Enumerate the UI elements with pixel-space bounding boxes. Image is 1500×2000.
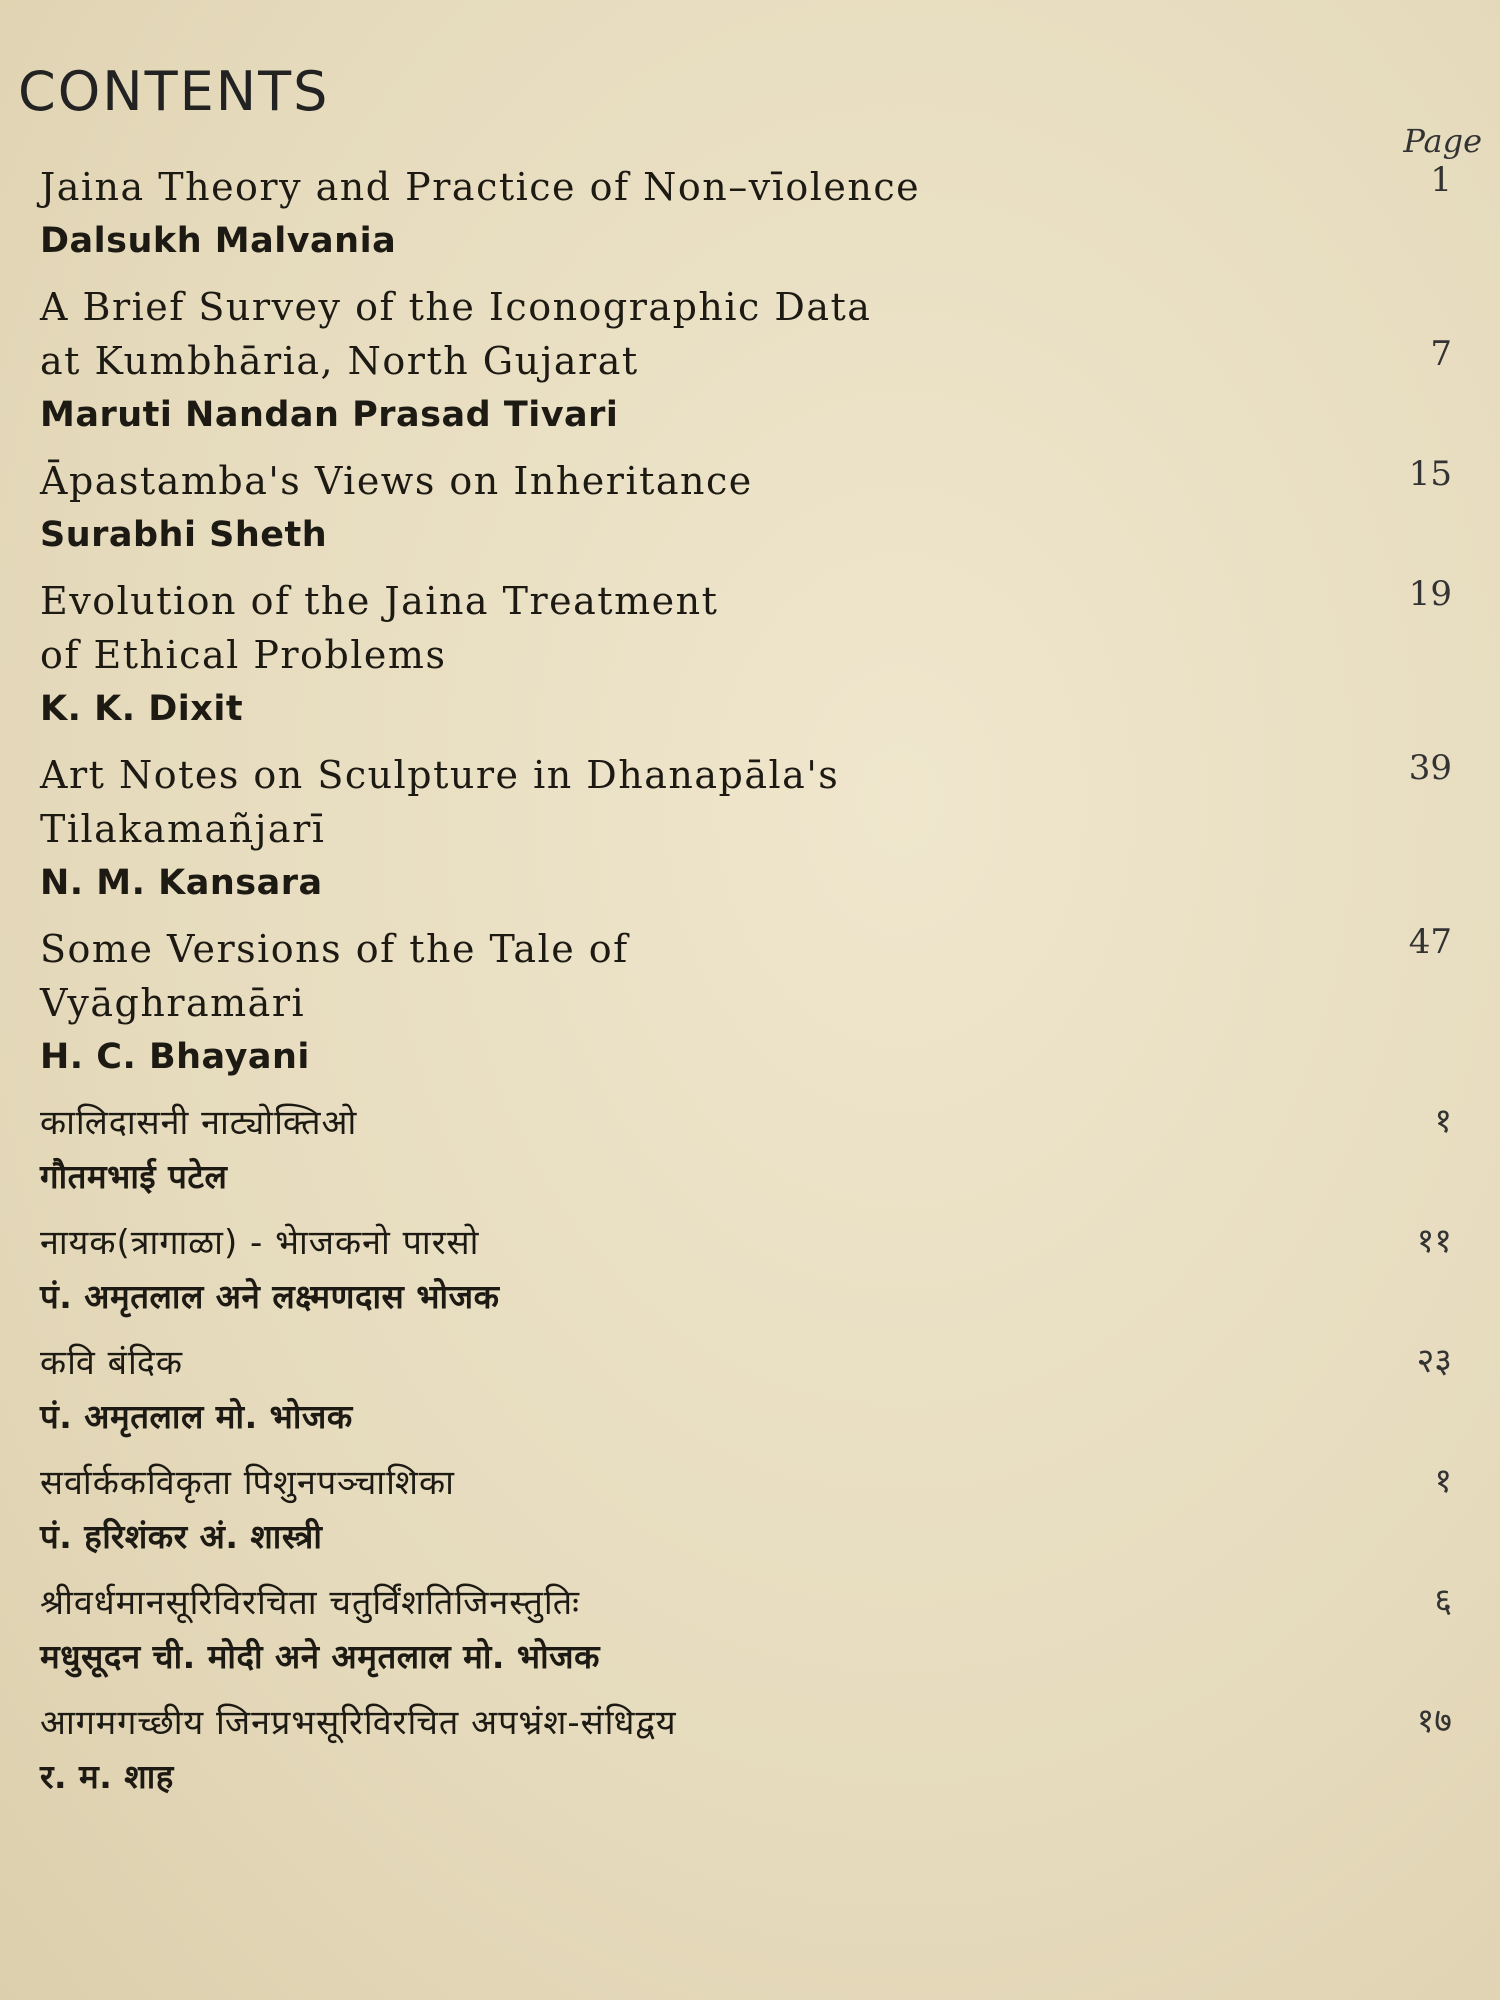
contents-entry [0, 574, 1500, 736]
contents-entry [0, 1096, 1500, 1204]
entry-page-number: १ [1434, 1101, 1452, 1141]
entry-title-line: Āpastamba's Views on Inheritance [40, 459, 753, 503]
entry-title-line: Some Versions of the Tale of [40, 927, 629, 971]
entry-title [0, 1216, 960, 1270]
entry-author: र. म. शाह [40, 1757, 174, 1796]
entry-title-line: at Kumbhāria, North Gujarat [40, 339, 639, 383]
entry-title [0, 1096, 960, 1150]
entry-author: पं. अमृतलाल अने लक्ष्मणदास भोजक [40, 1277, 500, 1316]
contents-list [0, 160, 1500, 1816]
entry-author: Dalsukh Malvania [40, 221, 397, 261]
contents-entry [0, 280, 1500, 442]
entry-title [0, 160, 960, 214]
contents-entry [0, 160, 1500, 268]
entry-title [0, 1696, 960, 1750]
entry-title [0, 1456, 960, 1510]
entry-author: K. K. Dixit [40, 689, 244, 729]
page-column-label: Page [1403, 122, 1482, 160]
contents-entry [0, 1336, 1500, 1444]
entry-title [0, 748, 960, 856]
entry-title-line: Evolution of the Jaina Treatment [40, 579, 719, 623]
contents-entry [0, 1696, 1500, 1804]
entry-title [0, 280, 960, 388]
entry-page-number: २३ [1416, 1341, 1452, 1381]
contents-entry [0, 1576, 1500, 1684]
entry-title-line: नायक(त्रागाळा) - भेाजकनो पारसो [40, 1223, 480, 1263]
contents-heading: CONTENTS [18, 60, 330, 123]
contents-entry [0, 922, 1500, 1084]
entry-page-number: 47 [1408, 922, 1452, 962]
entry-title-line: सर्वार्ककविकृता पिशुनपञ्चाशिका [40, 1463, 455, 1503]
entry-title-line: of Ethical Problems [40, 633, 447, 677]
entry-author: Maruti Nandan Prasad Tivari [40, 395, 619, 435]
entry-title [0, 922, 960, 1030]
entry-author: H. C. Bhayani [40, 1037, 310, 1077]
entry-title-line: Vyāghramāri [40, 981, 306, 1025]
entry-page-number: ६ [1434, 1581, 1452, 1621]
entry-author: N. M. Kansara [40, 863, 323, 903]
entry-title-line: Tilakamañjarī [40, 807, 326, 851]
entry-page-number: 1 [1430, 160, 1452, 200]
entry-title-line: Art Notes on Sculpture in Dhanapāla's [40, 753, 840, 797]
entry-title [0, 1336, 960, 1390]
entry-title-line: Jaina Theory and Practice of Non–vīolence [40, 165, 921, 209]
entry-author: पं. हरिशंकर अं. शास्त्री [40, 1517, 323, 1556]
entry-page-number: १ [1434, 1461, 1452, 1501]
entry-page-number: 7 [1430, 334, 1452, 374]
contents-entry [0, 748, 1500, 910]
entry-title-line: आगमगच्छीय जिनप्रभसूरिविरचित अपभ्रंश-संधिद्वय [40, 1703, 677, 1743]
entry-title [0, 1576, 960, 1630]
entry-author: पं. अमृतलाल मो. भोजक [40, 1397, 353, 1436]
entry-title [0, 574, 960, 682]
entry-title [0, 454, 960, 508]
entry-title-line: कवि बंदिक [40, 1343, 184, 1383]
entry-author: मधुसूदन ची. मोदी अने अमृतलाल मो. भोजक [40, 1637, 600, 1676]
entry-title-line: A Brief Survey of the Iconographic Data [40, 285, 872, 329]
contents-entry [0, 1456, 1500, 1564]
entry-page-number: १७ [1416, 1701, 1452, 1741]
entry-page-number: 19 [1408, 574, 1452, 614]
contents-entry [0, 1216, 1500, 1324]
entry-title-line: श्रीवर्धमानसूरिविरचिता चतुर्विंशतिजिनस्तुतिः [40, 1583, 580, 1623]
entry-page-number: 15 [1408, 454, 1452, 494]
entry-author: गौतमभाई पटेल [40, 1157, 228, 1196]
entry-title-line: कालिदासनी नाट्योक्तिओ [40, 1103, 358, 1143]
entry-page-number: ११ [1416, 1221, 1452, 1261]
entry-author: Surabhi Sheth [40, 515, 328, 555]
contents-entry [0, 454, 1500, 562]
entry-page-number: 39 [1408, 748, 1452, 788]
